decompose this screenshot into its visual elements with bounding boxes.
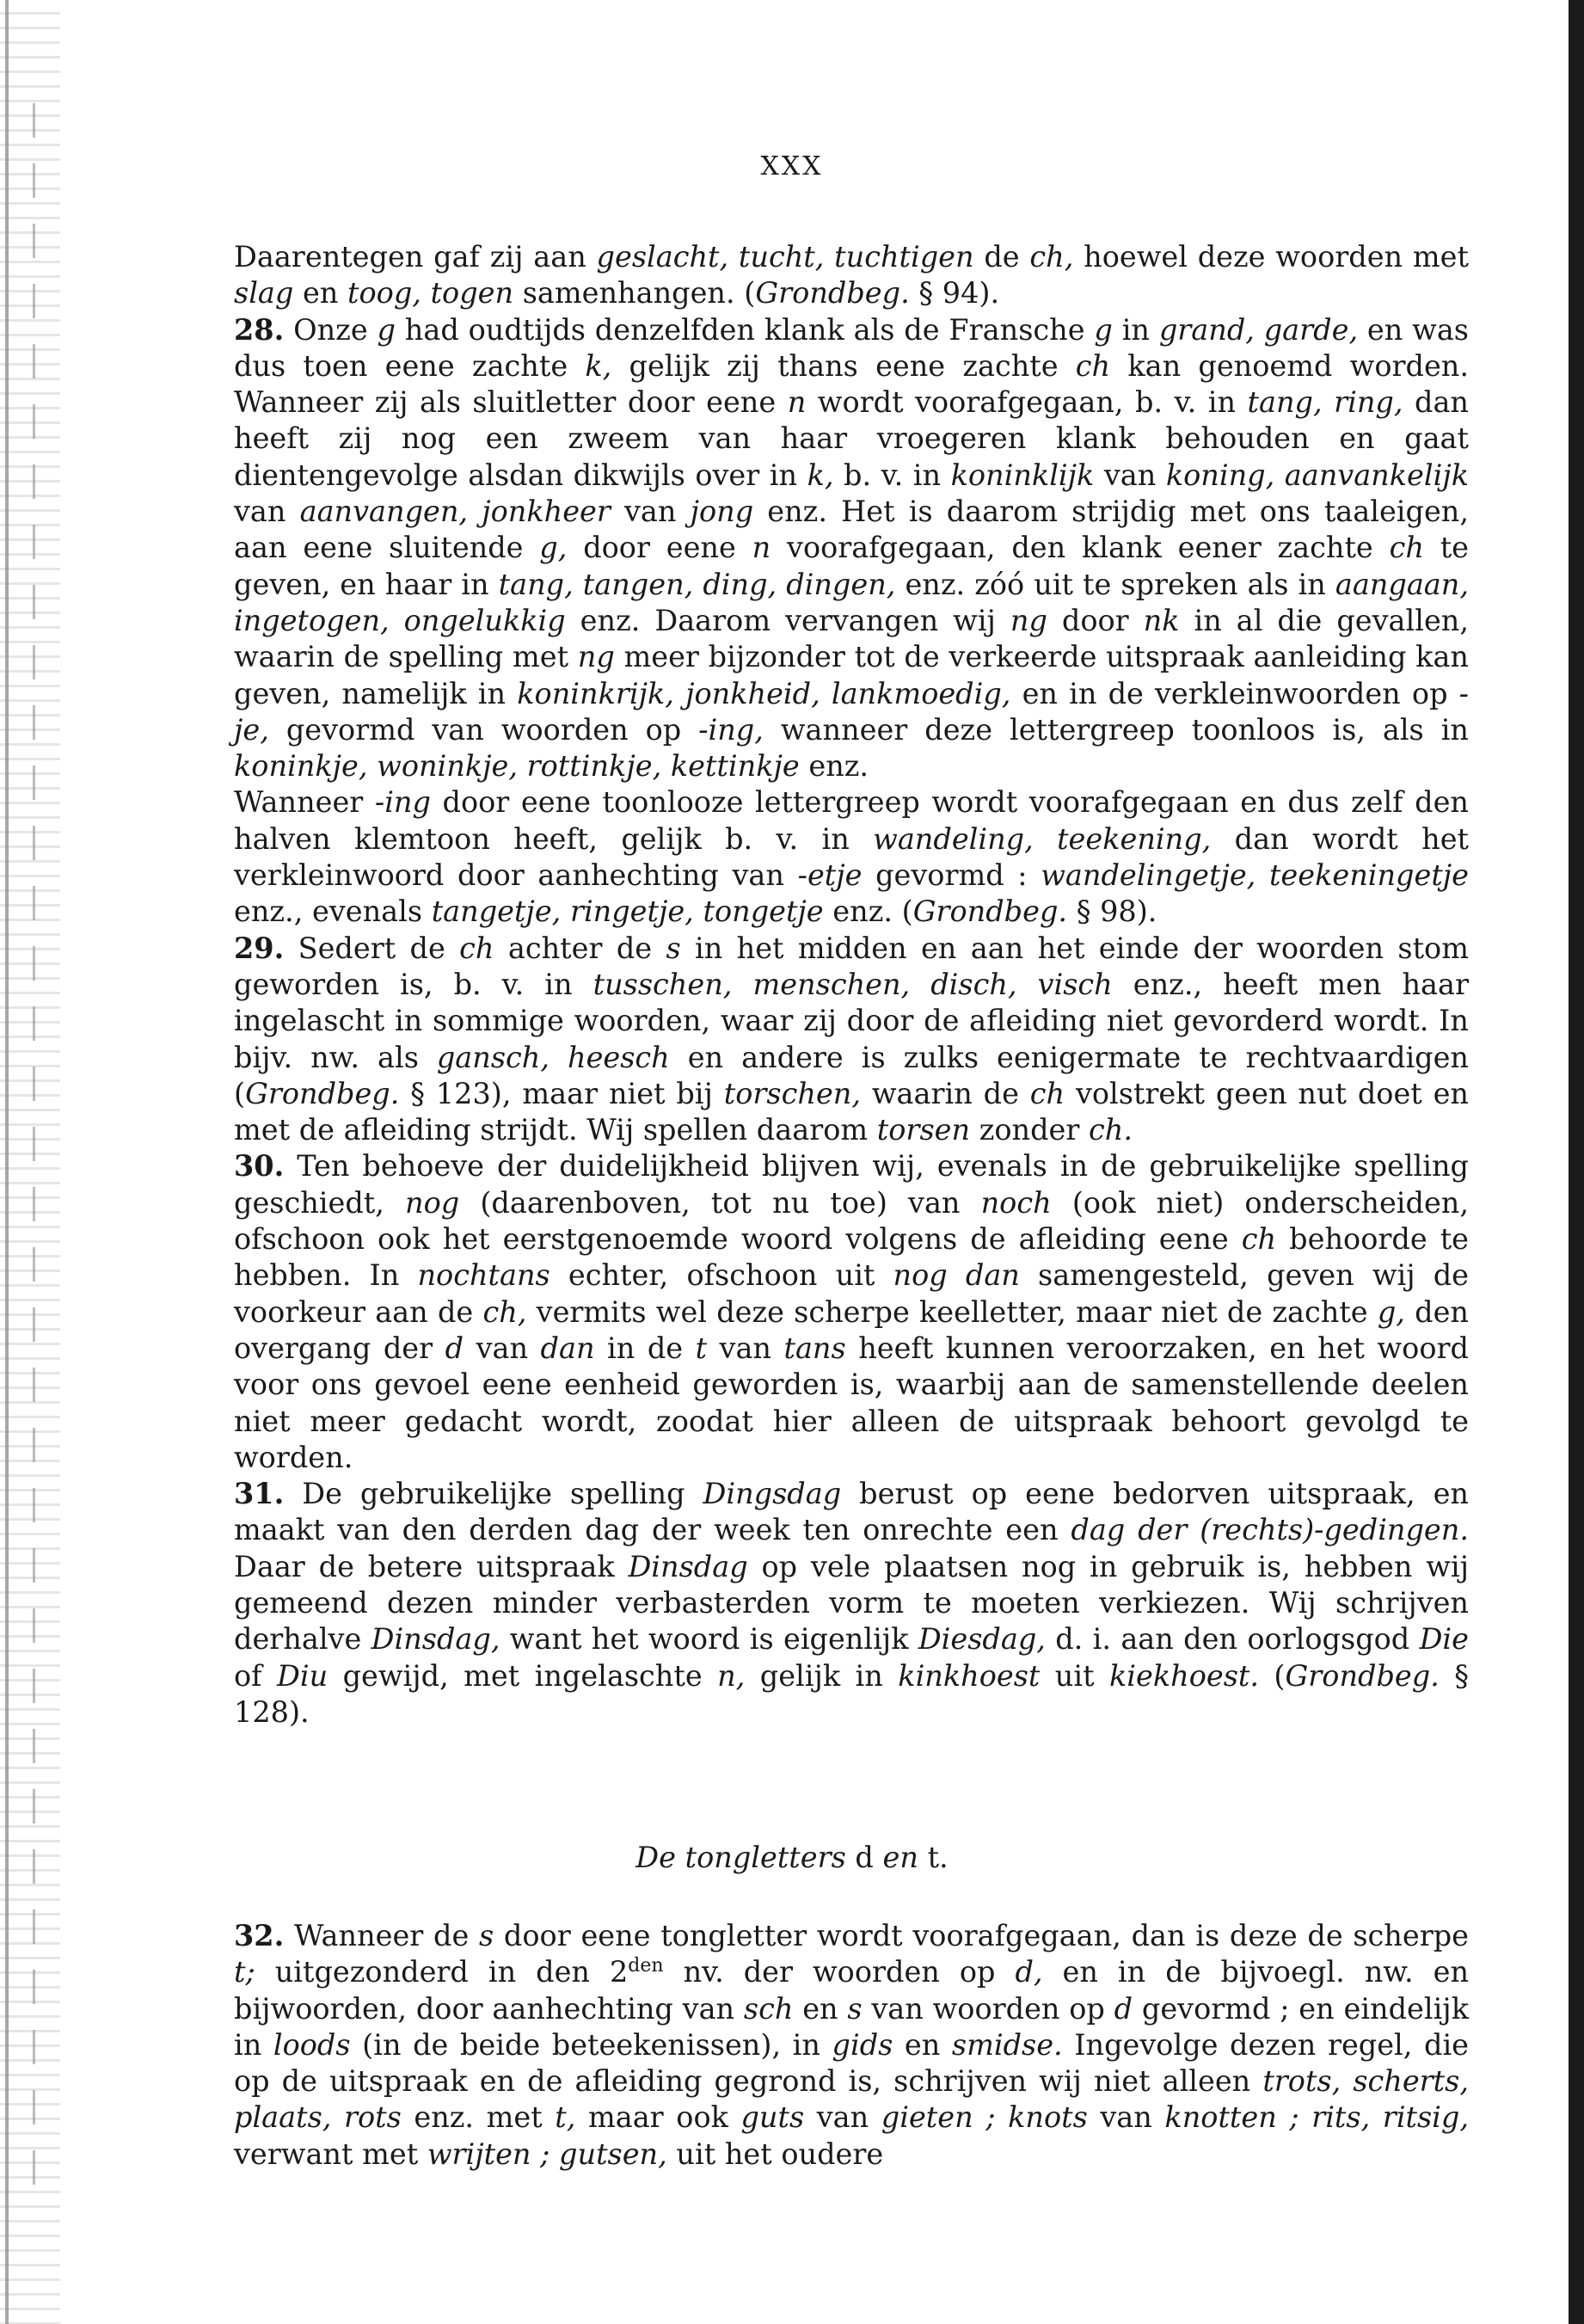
italic-text: k, [807, 458, 834, 492]
heading-part: d [845, 1841, 883, 1874]
paragraph-number: 31. [234, 1477, 285, 1511]
italic-text: nochtans [417, 1258, 550, 1293]
italic-text: tang, ring, [1247, 385, 1403, 420]
text-run: enz. zóó uit te spreken als in [895, 567, 1335, 601]
paragraph [234, 239, 1469, 312]
text-run: § 98). [1067, 895, 1157, 929]
text-run: in [1112, 312, 1159, 347]
text-run: van [610, 495, 691, 529]
italic-text: slag [234, 276, 294, 310]
italic-text: Grondbeg. [245, 1076, 400, 1110]
text-run: gelijk in [745, 1658, 899, 1693]
text-run: (ook niet) onderscheiden, ofschoon ook het eerstgenoemde woord volgens de afleiding eene [234, 1185, 1469, 1257]
text-run: en was dus toen eene zachte [234, 312, 1469, 383]
heading-part: De tongletters [635, 1841, 846, 1874]
text-run: door eene tongletter wordt voorafgegaan, dan is deze de scherpe [494, 1919, 1469, 1952]
text-run: verwant met [234, 2136, 427, 2171]
italic-text: torschen, [723, 1076, 861, 1110]
text-run: enz. met [401, 2100, 556, 2135]
italic-text: g, [539, 531, 568, 565]
text-run: en [793, 1991, 848, 2026]
text-run: van [1094, 458, 1166, 492]
text-run: gewijd, met ingelaschte [328, 1658, 718, 1693]
italic-text: toog, togen [347, 276, 514, 310]
italic-text: guts [740, 2100, 805, 2135]
text-run: samenhangen. ( [513, 276, 756, 310]
text-run: te geven, en haar in [234, 531, 1469, 601]
italic-text: tang, tangen, ding, dingen, [498, 567, 896, 601]
text-run: en in de verkleinwoorden op [1010, 676, 1459, 710]
italic-text: nog [405, 1185, 460, 1220]
text-run: maar ook [575, 2100, 741, 2135]
text-run: en [893, 2027, 952, 2062]
italic-text: koning, aanvankelijk [1165, 458, 1470, 492]
text-run: door [1047, 603, 1144, 637]
text-run: van [234, 495, 300, 529]
text-run: volstrekt geen nut doet en met de afleiding strijdt. Wij spellen daarom [234, 1076, 1469, 1147]
italic-text: s [479, 1919, 494, 1952]
italic-text: n [787, 385, 807, 420]
text-run: berust op eene bedorven uitspraak, en maakt van den derden dag der week ten onrechte een [234, 1477, 1469, 1547]
italic-text: ch. [1089, 1113, 1133, 1147]
text-run: b. v. in [833, 458, 951, 492]
italic-text: ch, [1029, 240, 1074, 274]
italic-text: dan [540, 1331, 595, 1365]
text-run: vermits wel deze scherpe keelletter, maar niet de zachte [526, 1294, 1378, 1329]
italic-text: k, [585, 348, 612, 383]
paragraph-number: 32. [234, 1919, 285, 1952]
text-run: Sedert de [284, 931, 460, 965]
paragraph-number: 30. [234, 1149, 285, 1184]
italic-text: knotten ; rits, ritsig, [1164, 2100, 1469, 2135]
italic-text: -je, [234, 676, 1469, 747]
text-run: nv. der woorden op [663, 1955, 1016, 1989]
italic-text: ch [1389, 531, 1424, 565]
text-run: waarin de [861, 1076, 1030, 1110]
text-run: enz., evenals [234, 895, 432, 929]
italic-text: t, [555, 2100, 576, 2135]
italic-text: ng [577, 640, 615, 674]
italic-text: gids [832, 2027, 893, 2062]
text-run: gevormd : [862, 858, 1041, 893]
body-text-top [234, 239, 1469, 1731]
italic-text: ch [459, 931, 494, 965]
text-run: enz. ( [823, 895, 913, 929]
text-run: achter de [494, 931, 666, 965]
italic-text: n, [717, 1658, 746, 1693]
text-run: § 128). [234, 1658, 1469, 1729]
italic-text: Diu [277, 1658, 328, 1693]
italic-text: loods [273, 2027, 351, 2062]
scan-binding-edge-left [0, 0, 60, 2324]
italic-text: Grondbeg. [1285, 1658, 1440, 1693]
text-run: § 123), maar niet bij [399, 1076, 724, 1110]
italic-text: tusschen, menschen, disch, visch [592, 967, 1113, 1001]
italic-text: gansch, heesch [436, 1040, 670, 1074]
text-run: de [973, 240, 1030, 274]
text-run: door eene [567, 531, 752, 565]
italic-text: Dingsdag [703, 1477, 842, 1511]
italic-text: koninklijk [950, 458, 1095, 492]
text-run: kan genoemd worden. Wanneer zij als sluitletter door eene [234, 348, 1469, 420]
italic-text: t; [234, 1955, 255, 1989]
text-run: heeft kunnen veroorzaken, en het woord voor ons gevoel eene eenheid geworden is, waarbij aan de samenstellende deelen niet meer gedacht wordt, zoodat hier alleen de uitspraak behoort gevolgd te worden. [234, 1331, 1469, 1474]
text-run: uit het oudere [666, 2136, 884, 2171]
italic-text: geslacht, tucht, tuchtigen [596, 240, 974, 274]
italic-text: -ing, [698, 712, 764, 747]
text-run: uit [1040, 1658, 1109, 1693]
text-run: van woorden op [862, 1991, 1114, 2026]
text-run: d. i. aan den oorlogsgod [1045, 1622, 1420, 1657]
text-run: van [1087, 2100, 1165, 2135]
text-run: had oudtijds denzelfden klank als de Fransche [395, 312, 1095, 347]
italic-text: trots, scherts, plaats, rots [234, 2064, 1469, 2135]
italic-text: dag der (rechts)-gedingen. [1071, 1513, 1469, 1547]
body-text-bottom [234, 1918, 1469, 2173]
italic-text: gieten ; knots [881, 2100, 1088, 2135]
text-run: wanneer deze lettergreep toonloos is, als in [763, 712, 1469, 747]
text-run: dan heeft zij nog een zweem van haar vroegeren klank behouden en gaat dientengevolge alsdan dikwijls over in [234, 385, 1469, 492]
italic-text: sch [743, 1991, 794, 2026]
scan-border-right [1569, 0, 1584, 2324]
text-run: § 94). [909, 276, 1000, 310]
text-run: en [293, 276, 348, 310]
italic-text: wandelingetje, teekeningetje [1041, 858, 1470, 893]
italic-text: g [1094, 312, 1113, 347]
italic-text: d [1114, 1991, 1133, 2026]
italic-text: wandeling, teekening, [873, 821, 1212, 856]
italic-text: g, [1377, 1294, 1405, 1329]
italic-text: s [666, 931, 681, 965]
italic-text: jong [690, 495, 754, 529]
text-run: Onze [284, 312, 378, 347]
paragraph-32 [234, 1918, 1469, 2173]
text-run: in al die gevallen, waarin de spelling met [234, 603, 1469, 674]
italic-text: torsen [876, 1113, 971, 1147]
text-run: (daarenboven, tot nu toe) van [459, 1185, 981, 1220]
text-run: ( [1259, 1658, 1286, 1693]
text-run: meer bijzonder tot de verkeerde uitspraak aanleiding kan geven, namelijk in [234, 640, 1469, 710]
text-run: door eene toonlooze lettergreep wordt voorafgegaan en dus zelf den halven klemtoon heeft, gelijk b. v. in [234, 785, 1469, 856]
section-heading [0, 1841, 1584, 1874]
italic-text: aangaan, ingetogen, ongelukkig [234, 567, 1469, 637]
italic-text: ch, [482, 1294, 527, 1329]
text-run: enz. Daarom vervangen wij [565, 603, 1010, 637]
text-run: Ingevolge dezen regel, die op de uitspraak en de afleiding gegrond is, schrijven wij niet alleen [234, 2027, 1469, 2099]
italic-text: Grondbeg. [755, 276, 910, 310]
italic-text: tans [783, 1331, 846, 1365]
italic-text: ch [1241, 1222, 1277, 1257]
superscript-text: den [628, 1955, 664, 1977]
text-run: van [707, 1331, 784, 1365]
italic-text: noch [980, 1185, 1052, 1220]
text-run: Daar de betere uitspraak [234, 1549, 629, 1583]
text-run: enz. [799, 749, 869, 784]
italic-text: Dinsdag, [371, 1622, 500, 1657]
italic-text: d, [1015, 1955, 1043, 1989]
italic-text: aanvangen, jonkheer [299, 495, 611, 529]
text-run: dan wordt het verkleinwoord door aanhechting van [234, 821, 1469, 893]
italic-text: g [377, 312, 396, 347]
text-run: Wanneer [234, 785, 375, 820]
text-run: uitgezonderd in den 2 [255, 1955, 629, 1989]
paragraph-28 [234, 312, 1469, 785]
text-run: want het woord is eigenlijk [500, 1622, 918, 1657]
italic-text: kinkhoest [898, 1658, 1041, 1693]
text-run: gevormd van woorden op [268, 712, 699, 747]
italic-text: ng [1010, 603, 1047, 637]
italic-text: -ing [374, 785, 431, 820]
italic-text: Die [1419, 1622, 1469, 1657]
text-run: of [234, 1658, 277, 1693]
italic-text: d [445, 1331, 464, 1365]
italic-text: Grondbeg. [912, 895, 1068, 929]
italic-text: Diesdag, [918, 1622, 1046, 1657]
paragraph-29 [234, 931, 1469, 1149]
text-run: enz. Het is daarom strijdig met ons taaleigen, aan eene sluitende [234, 495, 1470, 565]
text-run: samengesteld, geven wij de voorkeur aan de [234, 1258, 1470, 1329]
text-run: en andere is zulks eenigermate te rechtvaardigen ( [234, 1040, 1470, 1110]
text-run: van [464, 1331, 541, 1365]
paragraph-30 [234, 1148, 1469, 1476]
text-run: Daarentegen gaf zij aan [234, 240, 597, 274]
text-run: zonder [970, 1113, 1090, 1147]
paragraph-31 [234, 1476, 1469, 1731]
italic-text: s [847, 1991, 863, 2026]
italic-text: smidse. [951, 2027, 1063, 2062]
italic-text: ch [1075, 348, 1111, 383]
text-run: van [804, 2100, 881, 2135]
italic-text: grand, garde, [1158, 312, 1359, 347]
paragraph [234, 784, 1469, 930]
text-run: (in de beide beteekenissen), in [350, 2027, 832, 2062]
text-run: behoorde te hebben. In [234, 1222, 1469, 1293]
text-run: echter, ofschoon uit [549, 1258, 893, 1293]
heading-part: t. [918, 1841, 949, 1874]
italic-text: kiekhoest. [1108, 1658, 1259, 1693]
italic-text: nk [1143, 603, 1180, 637]
italic-text: nog dan [893, 1258, 1020, 1293]
text-run: den overgang der [234, 1294, 1469, 1365]
text-run: en in de bijvoegl. nw. en bijwoorden, door aanhechting van [234, 1955, 1470, 2026]
text-run: Wanneer de [284, 1919, 480, 1952]
italic-text: koninkrijk, jonkheid, lankmoedig, [517, 676, 1011, 710]
text-run: op vele plaatsen nog in gebruik is, hebben wij gemeend dezen minder verbasterden vorm te moeten verkiezen. Wij schrijven derhalve [234, 1549, 1469, 1657]
text-run: De gebruikelijke spelling [284, 1477, 703, 1511]
text-run: enz., heeft men haar ingelascht in sommige woorden, waar zij door de afleiding niet gevorderd wordt. In bijv. nw. als [234, 967, 1469, 1074]
page-number: XXX [760, 151, 824, 181]
text-run: Ten behoeve der duidelijkheid blijven wij, evenals in de gebruikelijke spelling geschiedt, [234, 1149, 1469, 1220]
italic-text: koninkje, woninkje, rottinkje, kettinkje [234, 749, 800, 784]
text-run: gelijk zij thans eene zachte [611, 348, 1076, 383]
italic-text: ch [1029, 1076, 1065, 1110]
text-run: wordt voorafgegaan, b. v. in [806, 385, 1248, 420]
text-run: gevormd ; en eindelijk in [234, 1991, 1469, 2062]
text-run: voorafgegaan, den klank eener zachte [771, 531, 1390, 565]
text-run: hoewel deze woorden met [1073, 240, 1469, 274]
heading-part: en [882, 1841, 918, 1874]
paragraph-number: 29. [234, 931, 285, 965]
italic-text: t [695, 1331, 708, 1365]
paragraph-number: 28. [234, 312, 285, 347]
italic-text: Dinsdag [628, 1549, 748, 1583]
italic-text: -etje [797, 858, 863, 893]
text-run: in het midden en aan het einde der woorden stom geworden is, b. v. in [234, 931, 1469, 1001]
italic-text: tangetje, ringetje, tongetje [431, 895, 824, 929]
italic-text: wrijten ; gutsen, [427, 2136, 667, 2171]
italic-text: n [752, 531, 771, 565]
text-run: in de [594, 1331, 696, 1365]
